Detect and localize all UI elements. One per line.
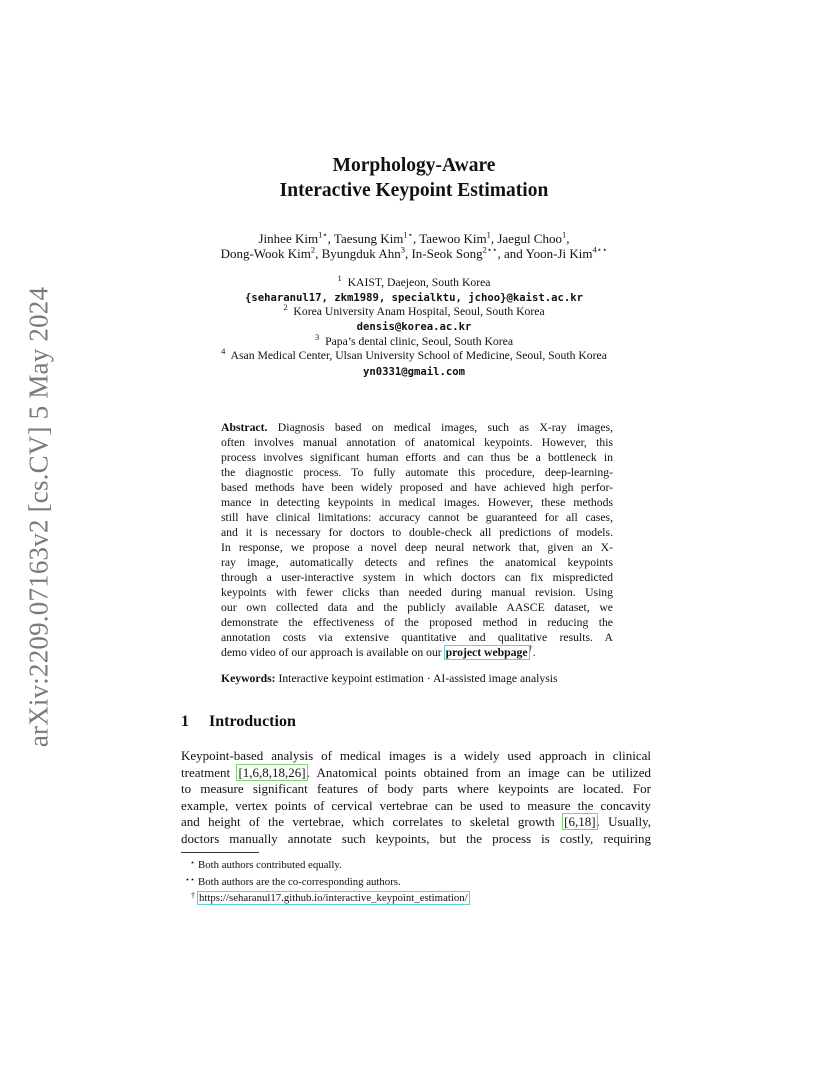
project-webpage-link[interactable]: project webpage [445,646,528,659]
abstract-last-line [221,645,613,660]
footnote [181,873,651,890]
affiliation-4 [0,347,828,364]
paper-title [0,153,828,203]
abstract-line: still have clinical limitations: accuracy cannot be guaranteed for all cases, [221,511,613,524]
body-text: and height of the vertebrae, which correlates to skeletal growth [181,814,564,830]
author-name: Taewoo Kim [419,231,487,246]
body-text: treatment [181,764,238,780]
abstract-line: our own collected data and the publicly available AASCE dataset, we [221,601,613,614]
abstract-line: often involves manual annotation of anatomical keypoints. However, this [221,436,613,449]
abstract-text: demo video of our approach is available on our [221,646,445,659]
body-line [181,814,651,831]
abstract-line: the diagnostic process. To fully automate this procedure, deep-learning- [221,466,613,479]
affiliation-number: 2 [283,302,288,313]
body-line [181,765,651,782]
author-name: Byungduk Ahn [321,246,401,261]
section-heading [181,713,296,731]
affiliation-1 [0,274,828,291]
abstract-line: annotation costs via extensive quantitative and qualitative results. A [221,631,613,644]
abstract [221,420,613,660]
footnote-mark: ⋆⋆ [184,874,195,884]
footnote-mark: ⋆ [189,858,195,867]
author-affil-mark: 2 [310,244,316,255]
keywords-label: Keywords: [221,672,276,685]
section-number: 1 [181,713,189,730]
body-line: doctors manually annotate such keypoints, but the process is costly, requiring [181,830,651,846]
author-line-1: Jinhee Kim$^{1⋆}$, Taesung Kim$^{1⋆}$, Taewoo Kim$^1$, Jaegul Choo$^1$, [258,229,570,246]
title-line-1: Morphology-Aware [332,155,496,176]
footnote [181,889,651,906]
affiliation-2 [0,303,828,320]
footnote-text: Both authors are the co-corresponding authors. [198,875,401,888]
keywords-text: Interactive keypoint estimation · AI-assisted image analysis [278,672,558,685]
affiliation-number: 1 [337,273,342,284]
affiliation-4-email: yn0331@gmail.com [362,366,466,378]
affiliation-name: KAIST, Daejeon, South Korea [347,276,491,289]
affiliation-name: Papa’s dental clinic, Seoul, South Korea [325,335,514,348]
abstract-label: Abstract. [221,421,268,434]
arxiv-identifier: arXiv:2209.07163v2 [cs.CV] 5 May 2024 [23,286,54,748]
affiliation-number: 4 [221,346,226,357]
abstract-period: . [532,646,536,659]
body-line: Keypoint-based analysis of medical images is a widely used approach in clinical [181,748,651,763]
affiliation-name: Asan Medical Center, Ulsan University School of Medicine, Seoul, South Korea [230,349,607,362]
author-name: Dong-Wook Kim [220,246,311,261]
abstract-line: mance in detecting keypoints in medical images. However, these methods [221,496,613,509]
author-affil-mark: 4⋆⋆ [592,244,608,255]
author-name: Jaegul Choo [497,231,562,246]
affiliation-2-email: densis@korea.ac.kr [356,321,472,333]
footnote [181,856,651,873]
keywords [221,672,621,685]
author-affil-mark: 1 [561,229,567,240]
author-affil-mark: 2⋆⋆ [482,244,498,255]
abstract-text: Diagnosis based on medical images, such as X-ray images, [277,421,613,434]
body-line: example, vertex points of cervical vertebrae can be used to measure the concavity [181,797,651,813]
author-affil-mark: 1⋆ [318,229,328,240]
footnotes [181,856,651,906]
affiliation-number: 3 [314,332,320,343]
body-line: to measure significant features of body parts where keypoints are located. For [181,781,651,797]
footnote-mark: † [191,891,195,900]
project-url-link[interactable]: https://seharanul17.github.io/interactive_keypoint_estimation/ [199,892,468,904]
body-text: . Usually, [596,814,651,830]
affiliation-name: Korea University Anam Hospital, Seoul, South Korea [293,305,545,318]
author-affil-mark: 1⋆ [403,229,413,240]
citation-link[interactable]: [6,18] [564,814,596,830]
author-affil-mark: 3 [400,244,405,255]
author-name: In-Seok Song [411,246,483,261]
abstract-line: and it is necessary for doctors to double-check all predictions of models. [221,526,613,539]
section-title: Introduction [209,713,296,730]
abstract-line: ray image, automatically detects and refines the anatomical keypoints [221,556,613,569]
author-name: Jinhee Kim [258,231,319,246]
body-text: . Anatomical points obtained from an image can be utilized [306,764,652,780]
footnote-ref-dagger[interactable]: † [528,643,533,654]
author-affil-mark: 1 [486,229,491,240]
abstract-line: based methods have been widely proposed and have achieved high perfor- [221,481,613,494]
affiliation-1-emails: {seharanul17, zkm1989, specialktu, jchoo}@kaist.ac.kr [244,292,584,304]
author-conjunction: and [504,246,523,261]
author-line-2: Dong-Wook Kim$^2$, Byungduk Ahn$^3$, In-Seok Song$^{2⋆⋆}$, and Yoon-Ji Kim$^{4⋆⋆}$ [220,244,608,261]
abstract-line: process involves significant human efforts and can thus be a bottleneck in [221,451,613,464]
title-line-2: Interactive Keypoint Estimation [279,180,549,201]
abstract-line: keypoints with fewer clicks than needed during manual revision. Using [221,586,613,599]
abstract-line: In response, we propose a novel deep neural network that, given an X- [221,541,613,554]
abstract-line: through a user-interactive system in which doctors can fix mispredicted [221,571,613,584]
footnote-divider [181,852,259,853]
author-name: Yoon-Ji Kim [525,246,593,261]
abstract-line: demonstrate the effectiveness of the proposed method in reducing the [221,616,613,629]
footnote-text: Both authors contributed equally. [198,859,342,871]
abstract-line [221,420,613,435]
citation-link[interactable]: [1,6,8,18,26] [238,764,306,780]
intro-paragraph [181,748,651,848]
author-name: Taesung Kim [333,231,404,246]
